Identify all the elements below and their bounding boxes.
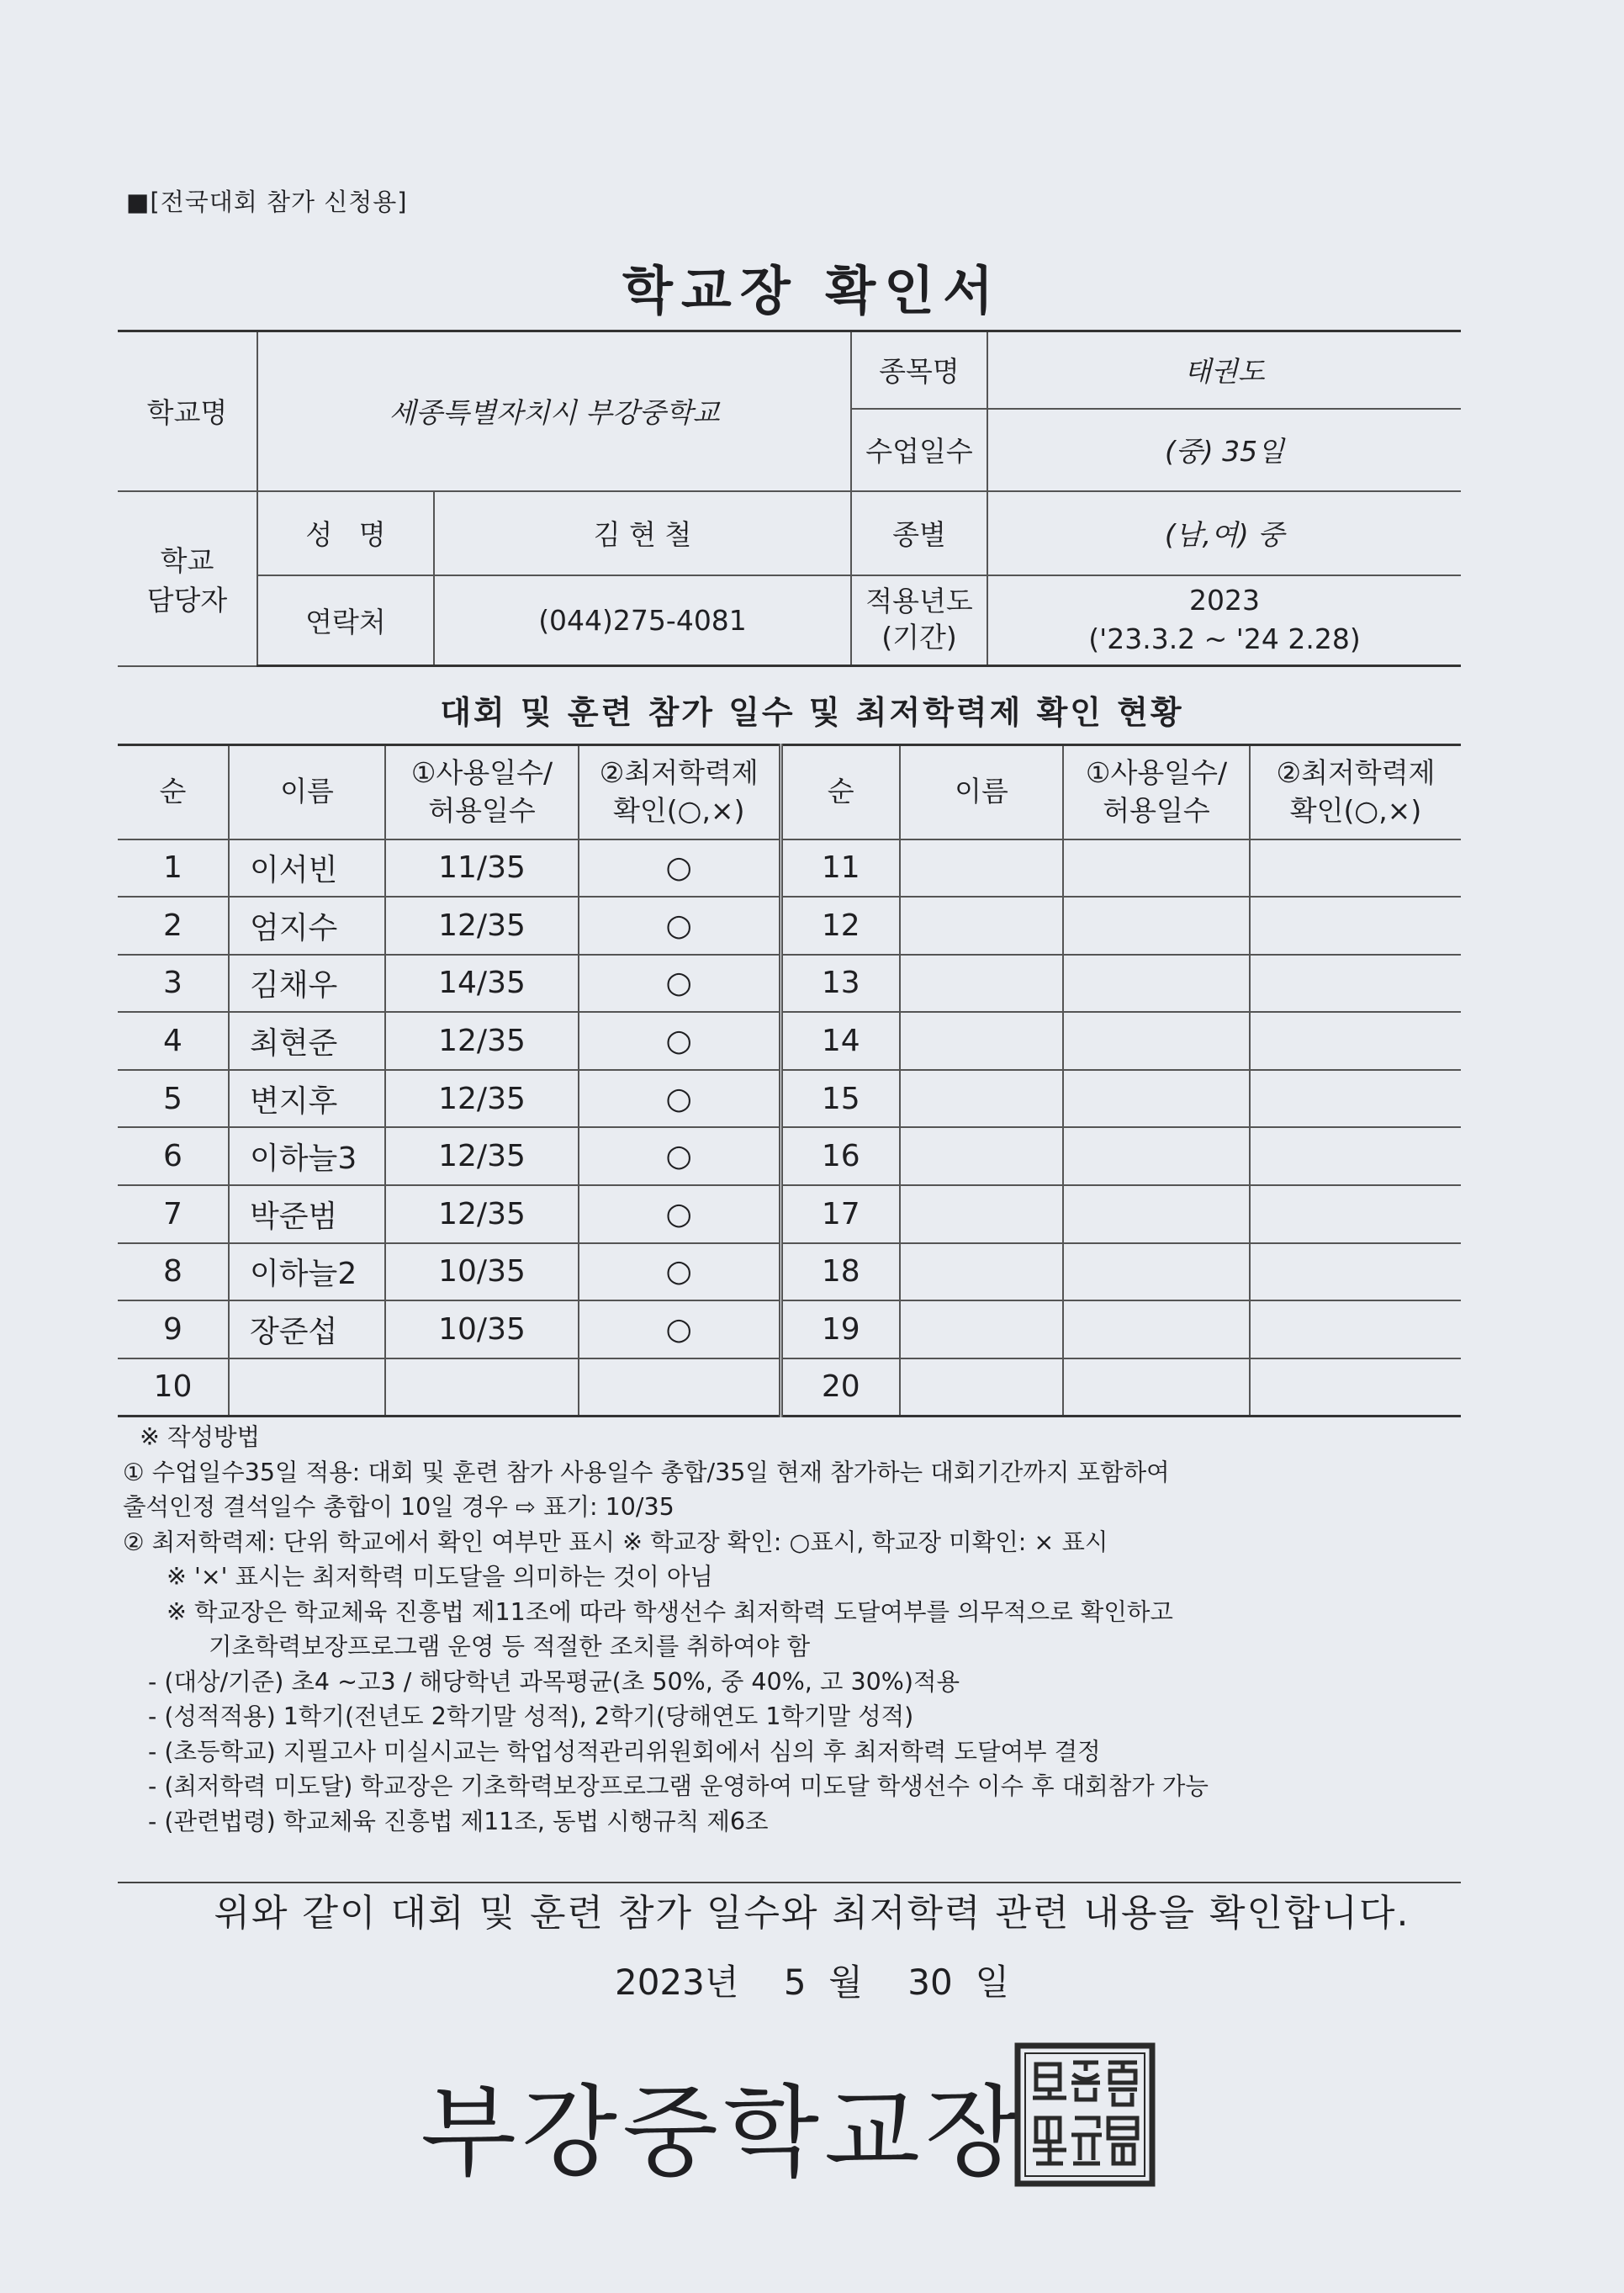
used-days	[1063, 1127, 1250, 1185]
student-name	[900, 1185, 1063, 1243]
header-used-line2: 허용일수	[1103, 793, 1210, 827]
used-days: 12/35	[385, 1127, 579, 1185]
row-no: 10	[118, 1358, 229, 1417]
row-no: 9	[118, 1300, 229, 1358]
header-no-left: 순	[118, 745, 229, 839]
student-name: 박준범	[229, 1185, 385, 1243]
writing-instructions	[123, 1420, 1468, 1839]
used-days	[1063, 1070, 1250, 1128]
table-row	[118, 1070, 1461, 1128]
year-value	[987, 575, 1461, 666]
used-days	[1063, 839, 1250, 898]
row-no: 18	[780, 1243, 900, 1301]
check-mark: ○	[579, 1127, 780, 1185]
header-check-left	[579, 745, 780, 839]
header-name-right: 이름	[900, 745, 1063, 839]
header-used-line1: ①사용일수/	[410, 756, 553, 790]
row-no: 16	[780, 1127, 900, 1185]
note-line: ② 최저학력제: 단위 학교에서 확인 여부만 표시 ※ 학교장 확인: ○표시, 학교장 미확인: × 표시	[123, 1528, 1108, 1556]
student-name	[900, 1243, 1063, 1301]
check-mark	[1250, 839, 1461, 898]
header-used-left	[385, 745, 579, 839]
date-month-unit: 월	[828, 1962, 863, 2003]
table-row	[118, 1300, 1461, 1358]
official-seal	[1013, 2041, 1157, 2189]
used-days: 10/35	[385, 1243, 579, 1301]
table-row	[118, 1012, 1461, 1070]
year-label-line2: (기간)	[881, 621, 957, 654]
check-mark	[1250, 1358, 1461, 1417]
row-no: 6	[118, 1127, 229, 1185]
student-name: 변지후	[229, 1070, 385, 1128]
used-days: 12/35	[385, 1185, 579, 1243]
check-mark: ○	[579, 955, 780, 1013]
header-name-left: 이름	[229, 745, 385, 839]
student-name: 이서빈	[229, 839, 385, 898]
manager-label-line2: 담당자	[146, 583, 228, 617]
date-day-unit: 일	[975, 1962, 1010, 2003]
school-label: 학교명	[118, 331, 257, 491]
note-line: - (초등학교) 지필고사 미실시교는 학업성적관리위원회에서 심의 후 최저학력 도달여부 결정	[148, 1737, 1101, 1766]
student-name: 엄지수	[229, 897, 385, 955]
check-mark: ○	[579, 1300, 780, 1358]
row-no: 2	[118, 897, 229, 955]
note-line: ※ 학교장은 학교체육 진흥법 제11조에 따라 학생선수 최저학력 도달여부를 의무적으로 확인하고	[167, 1597, 1173, 1626]
header-used-line2: 허용일수	[428, 793, 536, 827]
row-no: 12	[780, 897, 900, 955]
student-name	[229, 1358, 385, 1417]
used-days: 12/35	[385, 897, 579, 955]
used-days	[1063, 955, 1250, 1013]
student-name	[900, 1070, 1063, 1128]
note-line: 기초학력보장프로그램 운영 등 적절한 조치를 취하여야 함	[209, 1633, 811, 1660]
header-check-line2: 확인(○,×)	[1289, 793, 1422, 827]
document-title: 학교장 확인서	[622, 260, 1002, 321]
used-days: 11/35	[385, 839, 579, 898]
student-name	[900, 839, 1063, 898]
note-line: 출석인정 결석일수 총합이 10일 경우 ⇨ 표기: 10/35	[123, 1493, 674, 1521]
student-name	[900, 897, 1063, 955]
note-line: ① 수업일수35일 적용: 대회 및 훈련 참가 사용일수 총합/35일 현재 참가하는 대회기간까지 포함하여	[123, 1458, 1170, 1486]
check-mark	[1250, 897, 1461, 955]
table-row	[118, 1185, 1461, 1243]
header-no-right: 순	[780, 745, 900, 839]
used-days: 10/35	[385, 1300, 579, 1358]
header-check-line2: 확인(○,×)	[613, 793, 745, 827]
manager-label	[118, 491, 257, 666]
name-value: 김 현 철	[434, 491, 851, 575]
table-row	[118, 1127, 1461, 1185]
check-mark	[579, 1358, 780, 1417]
student-name: 최현준	[229, 1012, 385, 1070]
used-days: 12/35	[385, 1070, 579, 1128]
student-name	[900, 1012, 1063, 1070]
days-value: (중) 35일	[987, 409, 1461, 491]
year-value-line1: 2023	[1189, 584, 1260, 617]
gender-label: 종별	[851, 491, 987, 575]
principal-name: 부강중학교장	[421, 2074, 1026, 2190]
student-name: 이하늘2	[229, 1243, 385, 1301]
row-no: 3	[118, 955, 229, 1013]
row-no: 14	[780, 1012, 900, 1070]
check-mark	[1250, 955, 1461, 1013]
check-mark: ○	[579, 1012, 780, 1070]
check-mark	[1250, 1070, 1461, 1128]
note-line: - (대상/기준) 초4 ~고3 / 해당학년 과목평균(초 50%, 중 40%, 고 30%)적용	[148, 1667, 960, 1696]
notes-heading: ※ 작성방법	[140, 1423, 261, 1451]
school-value: 세종특별자치시 부강중학교	[257, 331, 851, 491]
student-name: 이하늘3	[229, 1127, 385, 1185]
used-days	[1063, 1300, 1250, 1358]
student-name	[900, 955, 1063, 1013]
used-days: 12/35	[385, 1012, 579, 1070]
school-info-table	[118, 330, 1461, 667]
row-no: 11	[780, 839, 900, 898]
student-name	[900, 1358, 1063, 1417]
date-year: 2023년	[614, 1962, 739, 2003]
student-name	[900, 1127, 1063, 1185]
date-day: 30	[907, 1962, 953, 2003]
gender-value: (남,여) 중	[987, 491, 1461, 575]
table-row	[118, 897, 1461, 955]
row-no: 7	[118, 1185, 229, 1243]
check-mark	[1250, 1243, 1461, 1301]
header-check-right	[1250, 745, 1461, 839]
table-row	[118, 1243, 1461, 1301]
student-name: 김채우	[229, 955, 385, 1013]
note-line: - (관련법령) 학교체육 진흥법 제11조, 동법 시행규칙 제6조	[148, 1807, 769, 1835]
header-used-line1: ①사용일수/	[1085, 756, 1228, 790]
used-days	[1063, 1243, 1250, 1301]
participation-table	[118, 744, 1461, 1417]
check-mark: ○	[579, 1070, 780, 1128]
row-no: 5	[118, 1070, 229, 1128]
issue-date	[0, 1955, 1624, 2005]
check-mark	[1250, 1300, 1461, 1358]
check-mark	[1250, 1012, 1461, 1070]
used-days	[385, 1358, 579, 1417]
header-used-right	[1063, 745, 1250, 839]
note-line: - (성적적용) 1학기(전년도 2학기말 성적), 2학기(당해연도 1학기말 성적)	[148, 1703, 914, 1730]
manager-label-line1: 학교	[160, 543, 214, 577]
used-days	[1063, 897, 1250, 955]
row-no: 15	[780, 1070, 900, 1128]
used-days: 14/35	[385, 955, 579, 1013]
check-mark: ○	[579, 1185, 780, 1243]
sport-value: 태권도	[987, 331, 1461, 409]
row-no: 13	[780, 955, 900, 1013]
confirmation-statement: 위와 같이 대회 및 훈련 참가 일수와 최저학력 관련 내용을 확인합니다.	[214, 1892, 1410, 1935]
check-mark: ○	[579, 1243, 780, 1301]
date-month: 5	[783, 1962, 807, 2003]
year-value-line2: ('23.3.2 ~ '24 2.28)	[1088, 622, 1361, 656]
row-no: 1	[118, 839, 229, 898]
row-no: 17	[780, 1185, 900, 1243]
table-row	[118, 1358, 1461, 1417]
note-line: ※ '×' 표시는 최저학력 미도달을 의미하는 것이 아님	[167, 1563, 713, 1591]
contact-value: (044)275-4081	[434, 575, 851, 666]
row-no: 19	[780, 1300, 900, 1358]
used-days	[1063, 1185, 1250, 1243]
row-no: 20	[780, 1358, 900, 1417]
student-name	[900, 1300, 1063, 1358]
contact-label: 연락처	[257, 575, 434, 666]
status-subtitle: 대회 및 훈련 참가 일수 및 최저학력제 확인 현황	[440, 694, 1184, 731]
form-type-tag: ■[전국대회 참가 신청용]	[126, 188, 408, 216]
header-check-line1: ②최저학력제	[1276, 756, 1436, 790]
check-mark	[1250, 1127, 1461, 1185]
days-label: 수업일수	[851, 409, 987, 491]
header-check-line1: ②최저학력제	[599, 756, 759, 790]
year-label	[851, 575, 987, 666]
used-days	[1063, 1012, 1250, 1070]
sport-label: 종목명	[851, 331, 987, 409]
table-row	[118, 955, 1461, 1013]
row-no: 8	[118, 1243, 229, 1301]
student-name: 장준섭	[229, 1300, 385, 1358]
check-mark	[1250, 1185, 1461, 1243]
check-mark: ○	[579, 897, 780, 955]
row-no: 4	[118, 1012, 229, 1070]
note-line: - (최저학력 미도달) 학교장은 기초학력보장프로그램 운영하여 미도달 학생선수 이수 후 대회참가 가능	[148, 1772, 1209, 1800]
year-label-line1: 적용년도	[865, 585, 973, 618]
table-row	[118, 839, 1461, 898]
name-label: 성 명	[257, 491, 434, 575]
used-days	[1063, 1358, 1250, 1417]
check-mark: ○	[579, 839, 780, 898]
